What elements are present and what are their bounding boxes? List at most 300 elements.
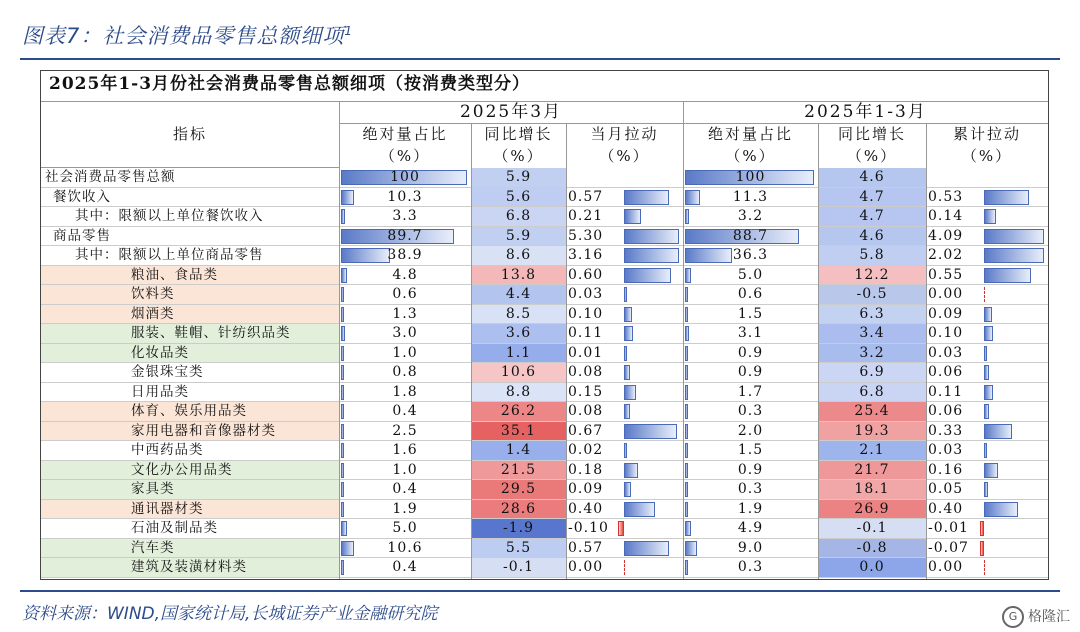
cell-value: 0.10 — [568, 305, 604, 322]
cell-value: 5.5 — [505, 539, 532, 556]
pull-bar — [984, 502, 1018, 517]
cell-value: -0.5 — [856, 286, 888, 302]
cell-value: -0.01 — [928, 520, 969, 536]
cell-c-pull — [926, 500, 1048, 519]
cell-value: 1.0 — [392, 461, 418, 478]
row-label: 体育、娱乐用品类 — [41, 402, 339, 422]
row-label: 烟酒类 — [41, 305, 339, 325]
row-label: 商品零售 — [53, 227, 111, 244]
row-label: 家用电器和音像器材类 — [41, 422, 339, 442]
cell-value: 1.9 — [392, 500, 418, 517]
cell-c-yoy — [818, 344, 926, 363]
pull-bar — [624, 307, 632, 322]
pull-bar-negative — [618, 521, 624, 536]
cell-c-share — [683, 305, 818, 324]
row-label: 石油及制品类 — [131, 520, 218, 536]
unit-label: （%） — [846, 147, 898, 165]
pull-bar — [984, 209, 996, 224]
cell-value: 4.6 — [859, 227, 885, 244]
cell-m-yoy — [471, 422, 566, 441]
cell-value: 12.2 — [854, 266, 890, 283]
cell-c-yoy — [818, 246, 926, 265]
pull-bar — [624, 248, 679, 263]
cell-m-share — [339, 519, 471, 538]
cell-value: 4.09 — [928, 227, 964, 244]
cell-m-pull — [566, 168, 683, 187]
cell-value: 1.4 — [505, 442, 532, 458]
cell-m-yoy — [471, 461, 566, 480]
cell-value: -0.10 — [568, 520, 609, 536]
pull-bar — [624, 268, 671, 283]
table-row — [41, 500, 1048, 520]
cell-value: 0.00 — [928, 559, 964, 575]
cell-c-pull — [926, 519, 1048, 538]
row-label: 化妆品类 — [41, 344, 339, 364]
source-note: 资料来源：WIND,国家统计局,长城证券产业金融研究院 — [22, 604, 438, 624]
cell-c-yoy — [818, 558, 926, 577]
cell-m-share — [339, 461, 471, 480]
group-header-month: 2025年3月 — [459, 102, 563, 122]
cell-m-pull — [566, 500, 683, 519]
table-row — [41, 402, 1048, 422]
cell-c-share — [683, 246, 818, 265]
cell-value: 5.0 — [392, 520, 418, 536]
cell-m-share — [339, 422, 471, 441]
cell-c-yoy — [818, 441, 926, 460]
grid-line — [683, 101, 684, 579]
table-row — [41, 480, 1048, 500]
cell-c-yoy — [818, 227, 926, 246]
cell-value: -1.9 — [503, 520, 534, 536]
figure-title: 图表7：社会消费品零售总额细项$^1$ — [22, 24, 354, 48]
cell-m-pull — [566, 227, 683, 246]
pull-bar — [984, 424, 1012, 439]
cell-m-share — [339, 285, 471, 304]
cell-value: 0.03 — [928, 442, 964, 458]
cell-value: 5.9 — [505, 227, 532, 244]
row-label: 汽车类 — [41, 539, 339, 559]
cell-m-pull — [566, 207, 683, 226]
cell-c-pull — [926, 422, 1048, 441]
cell-m-pull — [566, 266, 683, 285]
cell-value: 0.8 — [392, 364, 418, 380]
cell-c-share — [683, 539, 818, 558]
cell-m-yoy — [471, 402, 566, 421]
pull-bar — [624, 209, 641, 224]
cell-m-pull — [566, 480, 683, 499]
cell-value: 0.57 — [568, 188, 604, 205]
cell-c-share — [683, 363, 818, 382]
pull-bar — [624, 190, 669, 205]
cell-value: -0.1 — [856, 520, 888, 536]
cell-c-pull — [926, 168, 1048, 187]
cell-c-share — [683, 519, 818, 538]
cell-value: 0.11 — [928, 383, 964, 400]
table-row — [41, 168, 1048, 188]
cell-value: 0.03 — [568, 286, 604, 302]
cell-c-yoy — [818, 266, 926, 285]
cell-c-pull — [926, 305, 1048, 324]
grid-line — [566, 123, 567, 579]
column-header: 当月拉动 — [590, 125, 659, 143]
cell-value: 11.3 — [732, 188, 769, 205]
cell-value: 18.1 — [854, 481, 890, 497]
row-label: 通讯器材类 — [41, 500, 339, 520]
cell-value: 3.4 — [859, 325, 885, 341]
cell-value: 0.10 — [928, 325, 964, 341]
row-label: 中西药品类 — [131, 442, 204, 458]
cell-value: 100 — [735, 169, 766, 185]
cell-c-pull — [926, 539, 1048, 558]
cell-value: 26.9 — [854, 500, 890, 517]
cell-m-share — [339, 344, 471, 363]
cell-value: 0.08 — [568, 364, 604, 380]
table-row — [41, 441, 1048, 461]
cell-m-pull — [566, 402, 683, 421]
cell-value: 0.21 — [568, 208, 604, 224]
cell-value: 3.2 — [737, 208, 764, 224]
grid-line — [41, 101, 1048, 102]
cell-value: 2.02 — [928, 247, 964, 263]
cell-value: 0.60 — [568, 266, 604, 283]
cell-value: 1.6 — [392, 442, 418, 458]
cell-value: 26.2 — [500, 403, 537, 419]
grid-line — [339, 123, 1048, 124]
cell-c-pull — [926, 441, 1048, 460]
cell-value: 0.08 — [568, 403, 604, 419]
cell-value: 0.09 — [568, 481, 604, 497]
cell-m-pull — [566, 305, 683, 324]
cell-c-pull — [926, 558, 1048, 577]
cell-m-share — [339, 363, 471, 382]
cell-m-pull — [566, 363, 683, 382]
cell-value: 19.3 — [854, 422, 890, 439]
watermark-logo: G 格隆汇 — [1002, 606, 1070, 628]
cell-value: 6.3 — [859, 305, 885, 322]
pull-bar — [624, 365, 630, 380]
cell-value: 1.5 — [737, 305, 764, 322]
cell-value: 0.6 — [392, 286, 418, 302]
table-title: 2025年1-3月份社会消费品零售总额细项（按消费类型分） — [49, 74, 531, 94]
unit-label: （%） — [599, 147, 650, 165]
cell-m-pull — [566, 188, 683, 207]
cell-c-share — [683, 558, 818, 577]
title-rule — [20, 58, 1060, 60]
pull-bar — [984, 346, 987, 361]
cell-c-yoy — [818, 168, 926, 187]
cell-value: 0.01 — [568, 344, 604, 361]
cell-value: 3.3 — [392, 208, 418, 224]
cell-c-pull — [926, 188, 1048, 207]
cell-value: 4.8 — [392, 266, 418, 283]
indicator-header: 指标 — [172, 125, 207, 143]
cell-m-yoy — [471, 344, 566, 363]
cell-value: 0.4 — [392, 403, 418, 419]
table-row — [41, 324, 1048, 344]
pull-bar — [984, 385, 993, 400]
cell-m-yoy — [471, 227, 566, 246]
pull-bar — [984, 229, 1044, 244]
table-row — [41, 285, 1048, 305]
cell-c-pull — [926, 383, 1048, 402]
cell-value: 0.3 — [737, 481, 764, 497]
cell-c-yoy — [818, 383, 926, 402]
cell-value: 1.8 — [392, 383, 418, 400]
cell-c-pull — [926, 344, 1048, 363]
cell-c-share — [683, 383, 818, 402]
column-header: 绝对量占比 — [707, 125, 793, 143]
cell-value: 29.5 — [500, 481, 537, 497]
unit-label: （%） — [493, 147, 544, 165]
cell-value: 0.00 — [568, 559, 604, 575]
cell-c-share — [683, 422, 818, 441]
cell-c-pull — [926, 266, 1048, 285]
cell-c-share — [683, 285, 818, 304]
table-row — [41, 461, 1048, 481]
cell-value: 5.0 — [737, 266, 764, 283]
cell-c-share — [683, 402, 818, 421]
cell-c-yoy — [818, 305, 926, 324]
cell-value: 4.7 — [859, 188, 885, 205]
pull-bar — [624, 482, 631, 497]
cell-value: 0.9 — [737, 364, 764, 380]
cell-value: 0.53 — [928, 188, 964, 205]
table-row — [41, 227, 1048, 247]
cell-value: 0.15 — [568, 383, 604, 400]
table-row — [41, 519, 1048, 539]
cell-value: 0.6 — [737, 286, 764, 302]
table-row — [41, 246, 1048, 266]
cell-value: 1.5 — [737, 442, 764, 458]
cell-value: 4.9 — [737, 520, 764, 536]
cell-value: 2.1 — [859, 442, 885, 458]
cell-m-yoy — [471, 363, 566, 382]
cell-value: 0.00 — [928, 286, 964, 302]
row-label: 建筑及装潢材料类 — [41, 558, 339, 578]
cell-value: 0.0 — [859, 559, 885, 575]
cell-m-pull — [566, 324, 683, 343]
row-label: 其中：限额以上单位餐饮收入 — [75, 208, 264, 224]
row-label: 家具类 — [41, 480, 339, 500]
cell-m-yoy — [471, 207, 566, 226]
cell-value: 100 — [390, 169, 420, 185]
cell-value: 9.0 — [737, 539, 764, 556]
pull-bar — [984, 326, 993, 341]
pull-bar-negative — [980, 521, 984, 536]
pull-bar — [624, 385, 636, 400]
cell-m-yoy — [471, 188, 566, 207]
row-label: 文化办公用品类 — [41, 461, 339, 481]
pull-bar — [624, 287, 627, 302]
cell-value: 6.8 — [859, 383, 885, 400]
cell-value: 0.05 — [928, 481, 964, 497]
cell-value: 0.40 — [568, 500, 604, 517]
cell-value: 0.02 — [568, 442, 604, 458]
cell-m-share — [339, 246, 471, 265]
cell-c-pull — [926, 324, 1048, 343]
table-row — [41, 305, 1048, 325]
cell-m-pull — [566, 285, 683, 304]
grid-line — [339, 101, 340, 579]
grid-line — [471, 123, 472, 579]
cell-value: 8.8 — [505, 383, 532, 400]
row-label: 餐饮收入 — [53, 188, 111, 205]
cell-value: 25.4 — [854, 403, 890, 419]
cell-value: 0.57 — [568, 539, 604, 556]
pull-bar — [624, 326, 633, 341]
unit-label: （%） — [379, 147, 431, 165]
cell-value: 21.5 — [500, 461, 537, 478]
cell-value: 0.06 — [928, 403, 964, 419]
cell-m-pull — [566, 558, 683, 577]
pull-bar — [624, 404, 630, 419]
cell-c-yoy — [818, 324, 926, 343]
row-label: 粮油、食品类 — [41, 266, 339, 286]
cell-c-share — [683, 500, 818, 519]
cell-m-share — [339, 324, 471, 343]
table-row — [41, 539, 1048, 559]
cell-c-share — [683, 344, 818, 363]
cell-m-yoy — [471, 266, 566, 285]
cell-value: 5.8 — [859, 247, 885, 263]
pull-zero-mark — [984, 560, 985, 575]
cell-m-pull — [566, 519, 683, 538]
cell-c-share — [683, 461, 818, 480]
cell-c-yoy — [818, 500, 926, 519]
cell-value: 28.6 — [500, 500, 537, 517]
cell-value: 35.1 — [500, 422, 537, 439]
pull-bar — [624, 424, 677, 439]
unit-label: （%） — [725, 147, 776, 165]
cell-c-pull — [926, 285, 1048, 304]
cell-value: 10.6 — [387, 539, 423, 556]
cell-m-pull — [566, 246, 683, 265]
cell-value: 4.4 — [505, 286, 532, 302]
cell-m-yoy — [471, 480, 566, 499]
cell-value: 10.6 — [500, 364, 537, 380]
cell-value: 0.3 — [737, 559, 764, 575]
cell-m-yoy — [471, 539, 566, 558]
column-header: 同比增长 — [484, 125, 553, 143]
cell-value: 0.16 — [928, 461, 964, 478]
pull-bar — [984, 365, 989, 380]
unit-label: （%） — [961, 147, 1013, 165]
cell-m-yoy — [471, 305, 566, 324]
cell-m-yoy — [471, 500, 566, 519]
cell-value: 6.9 — [859, 364, 885, 380]
cell-value: 2.5 — [392, 422, 418, 439]
cell-c-yoy — [818, 480, 926, 499]
cell-c-yoy — [818, 461, 926, 480]
pull-bar — [984, 248, 1044, 263]
pull-bar — [624, 443, 627, 458]
cell-c-share — [683, 188, 818, 207]
cell-c-share — [683, 324, 818, 343]
footer-rule — [20, 590, 1060, 592]
cell-value: 13.8 — [500, 266, 537, 283]
cell-c-pull — [926, 227, 1048, 246]
cell-c-share — [683, 207, 818, 226]
cell-value: 8.6 — [505, 247, 532, 263]
cell-c-yoy — [818, 539, 926, 558]
cell-m-share — [339, 305, 471, 324]
pull-bar — [984, 307, 992, 322]
cell-value: 1.7 — [737, 383, 764, 400]
cell-m-share — [339, 480, 471, 499]
cell-value: 1.9 — [737, 500, 764, 517]
cell-value: 21.7 — [854, 461, 890, 478]
cell-m-yoy — [471, 441, 566, 460]
cell-m-pull — [566, 344, 683, 363]
cell-value: 5.30 — [568, 227, 604, 244]
cell-c-share — [683, 480, 818, 499]
cell-m-share — [339, 500, 471, 519]
cell-c-share — [683, 441, 818, 460]
pull-bar — [624, 346, 627, 361]
cell-value: 6.8 — [505, 208, 532, 224]
cell-value: 5.6 — [505, 188, 532, 205]
cell-c-yoy — [818, 207, 926, 226]
cell-value: -0.1 — [503, 559, 534, 575]
cell-value: 88.7 — [732, 227, 769, 244]
cell-c-yoy — [818, 519, 926, 538]
row-label: 日用品类 — [131, 383, 189, 400]
pull-bar — [624, 502, 655, 517]
cell-value: 1.3 — [392, 305, 418, 322]
cell-value: 2.0 — [737, 422, 764, 439]
cell-value: 0.4 — [392, 559, 418, 575]
cell-c-share — [683, 168, 818, 187]
cell-value: 89.7 — [387, 227, 423, 244]
cell-value: 4.7 — [859, 208, 885, 224]
cell-value: 0.11 — [568, 325, 604, 341]
cell-value: 4.6 — [859, 169, 885, 185]
cell-c-yoy — [818, 188, 926, 207]
pull-bar — [984, 443, 987, 458]
table-row — [41, 422, 1048, 442]
cell-value: 0.3 — [737, 403, 764, 419]
cell-c-share — [683, 227, 818, 246]
cell-m-share — [339, 168, 471, 187]
cell-value: 1.1 — [505, 344, 532, 361]
cell-m-pull — [566, 441, 683, 460]
cell-c-pull — [926, 207, 1048, 226]
cell-value: 0.4 — [392, 481, 418, 497]
cell-c-pull — [926, 480, 1048, 499]
pull-zero-mark — [624, 560, 625, 575]
cell-m-share — [339, 383, 471, 402]
cell-m-pull — [566, 461, 683, 480]
cell-value: 0.06 — [928, 364, 964, 380]
pull-bar — [984, 404, 989, 419]
table-row — [41, 363, 1048, 383]
cell-value: 0.14 — [928, 208, 964, 224]
row-label: 社会消费品零售总额 — [45, 169, 176, 185]
cell-m-yoy — [471, 383, 566, 402]
cell-value: 3.1 — [737, 325, 764, 341]
cell-m-pull — [566, 383, 683, 402]
cell-value: 3.2 — [859, 344, 885, 361]
cell-c-pull — [926, 363, 1048, 382]
table-row — [41, 344, 1048, 364]
grid-line — [926, 123, 927, 579]
cell-c-yoy — [818, 285, 926, 304]
pull-bar — [984, 463, 998, 478]
cell-c-pull — [926, 246, 1048, 265]
table-row — [41, 266, 1048, 286]
row-label: 金银珠宝类 — [131, 364, 204, 380]
row-label: 饮料类 — [41, 285, 339, 305]
